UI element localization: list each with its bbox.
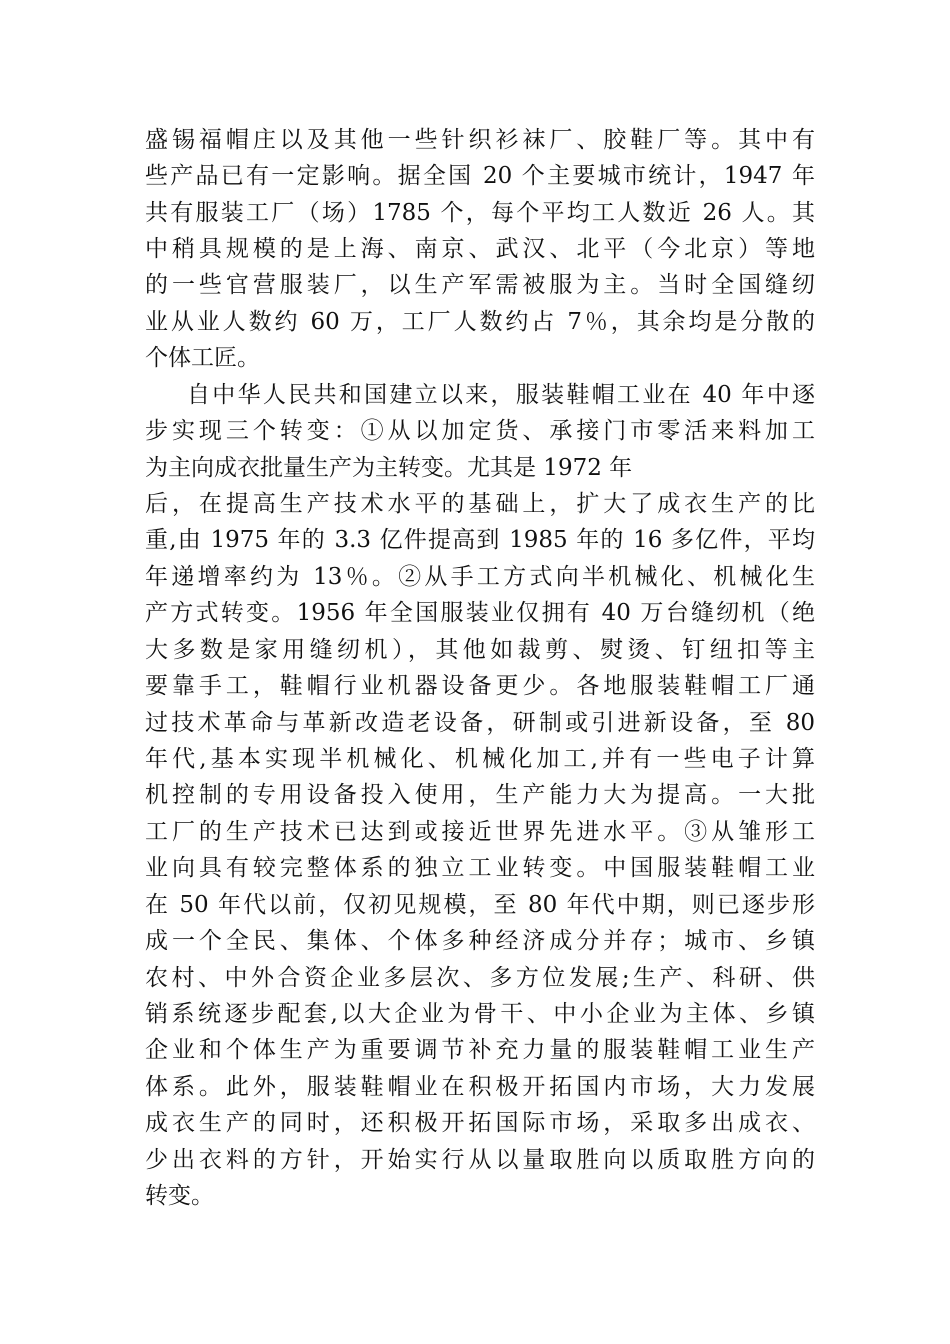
text-line: 要靠手工，鞋帽行业机器设备更少。各地服装鞋帽工厂通 (145, 673, 815, 699)
text-line: 些产品已有一定影响。据全国 20 个主要城市统计，1947 年 (145, 163, 815, 189)
text-line: 大多数是家用缝纫机），其他如裁剪、熨烫、钉纽扣等主 (145, 637, 815, 663)
text-line: 年代,基本实现半机械化、机械化加工,并有一些电子计算 (145, 746, 815, 772)
text-line: 转变。 (145, 1183, 214, 1209)
text-line: 企业和个体生产为重要调节补充力量的服装鞋帽工业生产 (145, 1037, 815, 1063)
text-line: 机控制的专用设备投入使用，生产能力大为提高。一大批 (145, 782, 815, 808)
text-line: 少出衣料的方针，开始实行从以量取胜向以质取胜方向的 (145, 1147, 815, 1173)
text-line: 过技术革命与革新改造老设备，研制或引进新设备，至 80 (145, 710, 815, 736)
text-line: 农村、中外合资企业多层次、多方位发展;生产、科研、供 (145, 965, 815, 991)
text-line: 在 50 年代以前，仅初见规模，至 80 年代中期，则已逐步形 (145, 892, 815, 918)
text-line: 年递增率约为 13％。②从手工方式向半机械化、机械化生 (145, 564, 815, 590)
text-line: 成一个全民、集体、个体多种经济成分并存；城市、乡镇 (145, 928, 815, 954)
text-line: 销系统逐步配套,以大企业为骨干、中小企业为主体、乡镇 (145, 1001, 815, 1027)
text-line: 业向具有较完整体系的独立工业转变。中国服装鞋帽工业 (145, 855, 815, 881)
text-line: 的一些官营服装厂，以生产军需被服为主。当时全国缝纫 (145, 272, 815, 298)
text-line: 为主向成衣批量生产为主转变。尤其是 1972 年 (145, 455, 633, 481)
text-line: 业从业人数约 60 万，工厂人数约占 7％，其余均是分散的 (145, 309, 815, 335)
text-line: 自中华人民共和国建立以来，服装鞋帽工业在 40 年中逐 (187, 382, 815, 408)
text-line: 工厂的生产技术已达到或接近世界先进水平。③从雏形工 (145, 819, 815, 845)
text-line: 成衣生产的同时，还积极开拓国际市场，采取多出成衣、 (145, 1110, 815, 1136)
text-line: 个体工匠。 (145, 345, 260, 371)
text-line: 体系。此外，服装鞋帽业在积极开拓国内市场，大力发展 (145, 1074, 815, 1100)
text-line: 盛锡福帽庄以及其他一些针织衫袜厂、胶鞋厂等。其中有 (145, 127, 815, 153)
text-line: 共有服装工厂（场）1785 个，每个平均工人数近 26 人。其 (145, 200, 815, 226)
text-line: 后，在提高生产技术水平的基础上，扩大了成衣生产的比 (145, 491, 815, 517)
text-line: 产方式转变。1956 年全国服装业仅拥有 40 万台缝纫机（绝 (145, 600, 815, 626)
text-line: 步实现三个转变：①从以加定货、承接门市零活来料加工 (145, 418, 815, 444)
text-line: 中稍具规模的是上海、南京、武汉、北平（今北京）等地 (145, 236, 815, 262)
text-line: 重,由 1975 年的 3.3 亿件提高到 1985 年的 16 多亿件，平均 (145, 527, 815, 553)
